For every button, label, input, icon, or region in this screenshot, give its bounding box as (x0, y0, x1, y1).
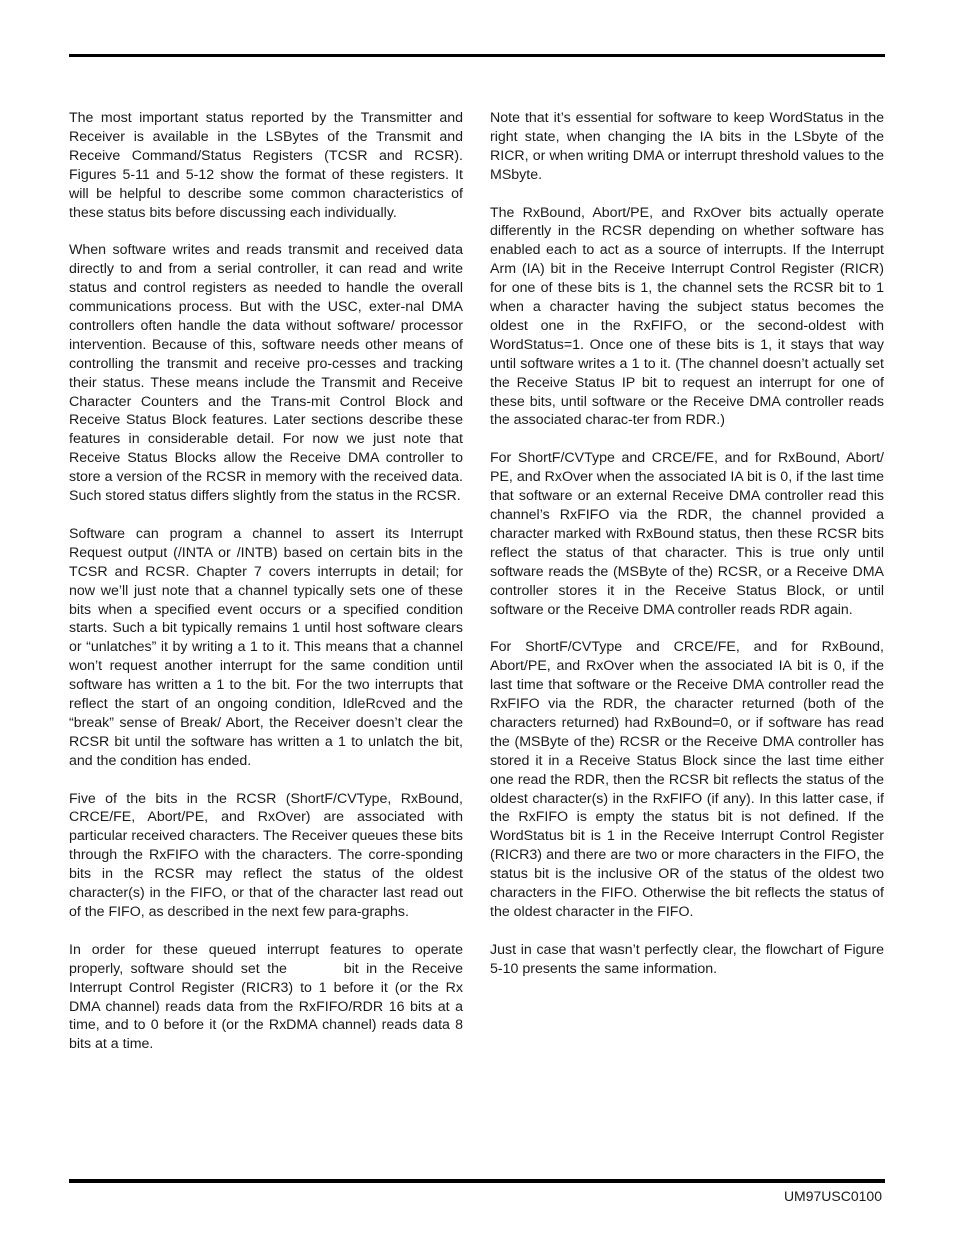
document-id: UM97USC0100 (783, 1188, 882, 1204)
paragraph-flowchart-reference: Just in case that wasn’t perfectly clear, the flowchart of Figure 5-10 presents the same information. (490, 941, 884, 977)
right-column (490, 109, 884, 998)
paragraph-interrupts: Software can program a channel to assert its Interrupt Request output (/INTA or /INTB) based on certain bits in the TCSR and RCSR. Chapter 7 covers interrupts in detail; for now we’ll just note that a channel typically sets one of these bits when a specified event occurs or a specified condition starts. Such a bit typically remains 1 until host software clears or “unlatches” it by writing a 1 to it. This means that a channel won’t request another interrupt for the same condition until software has written a 1 to the bit. For the two interrupts that reflect the start of an ongoing condition, IdleRcved and the “break” sense of Break/ Abort, the Receiver doesn’t clear the RCSR bit until the software has written a 1 to unlatch the bit, and the condition has ended. (69, 525, 463, 769)
paragraph-wordstatus-note: Note that it’s essential for software to keep WordStatus in the right state, when changing the IA bits in the LSbyte of the RICR, or when writing DMA or interrupt threshold values to the MSbyte. (490, 110, 884, 183)
paragraph-oldest-character: For ShortF/CVType and CRCE/FE, and for RxBound, Abort/PE, and RxOver when the associated IA bit is 0, if the last time that software or the Receive DMA controller read the RxFIFO via the RDR, the character returned (both of the characters returned) had RxBound=0, or if software has read the (MSByte of the) RCSR or the Receive DMA controller has stored it in a Receive Status Block since the last time either one read the RDR, then the RCSR bit reflects the status of the oldest character(s) in the RxFIFO (if any). In this latter case, if the RxFIFO is empty the status bit is not defined. If the WordStatus bit is 1 in the Receive Interrupt Control Register (RICR3) and there are two or more characters in the FIFO, the status bit is the inclusive OR of the status of the oldest two characters in the FIFO. Otherwise the bit reflects the status of the oldest character in the FIFO. (490, 639, 884, 921)
wordstatus-text-end: bit in the Receive Interrupt Control Register (RICR3) to 1 before it (or the Rx DMA channel) reads data from the RxFIFO/RDR 16 bits at a time, and to 0 before it (or the RxDMA channel) reads data 8 bits at a time. (69, 960, 463, 1053)
paragraph-dma-status: When software writes and reads transmit and received data directly to and from a serial controller, it can read and write status and control registers as needed to handle the overall communications process. But with the USC, exter-nal DMA controllers often handle the data without software/ processor intervention. Because of this, software needs other means of controlling the transmit and receive pro-cesses and tracking their status. These means include the Transmit and Receive Character Counters and the Trans-mit Control Block and Receive Status Block features. Later sections describe these features in considerable detail. For now we just note that Receive Status Blocks allow the Receive DMA controller to store a version of the RCSR in memory with the received data. Such stored status differs slightly from the status in the RCSR. (69, 242, 463, 505)
paragraph-rxbound-status: For ShortF/CVType and CRCE/FE, and for RxBound, Abort/ PE, and RxOver when the associated IA bit is 0, if the last time that software or an external Receive DMA controller read this channel’s RxFIFO via the RDR, the channel provided a character marked with RxBound status, then these RCSR bits reflect the status of that character. This is true only until software reads the (MSByte of the) RCSR, or a Receive DMA controller stores it in the Receive Status Block, or until software or the Receive DMA controller reads RDR again. (490, 450, 884, 618)
paragraph-wordstatus (69, 941, 463, 1054)
footer-rule (69, 1179, 885, 1183)
paragraph-status-overview: The most important status reported by the Transmitter and Receiver is available in the LSBytes of the Transmit and Receive Command/Status Registers (TCSR and RCSR). Figures 5-11 and 5-12 show the format of these registers. It will be helpful to describe some common characteristics of these status bits before discussing each individually. (69, 110, 463, 221)
header-rule (69, 54, 885, 57)
paragraph-interrupt-arm: The RxBound, Abort/PE, and RxOver bits actually operate differently in the RCSR depending on whether software has enabled each to act as a source of interrupts. If the Interrupt Arm (IA) bit in the Receive Interrupt Control Register (RICR) for one of these bits is 1, the channel sets the RCSR bit to 1 when a character having the subject status becomes the oldest one in the RxFIFO, or the second-oldest with WordStatus=1. Once one of these bits is 1, it stays that way until software writes a 1 to it. (The channel doesn’t actually set the Receive Status IP bit to request an interrupt for one of these bits, until software or the Receive DMA controller reads the associated charac-ter from RDR.) (490, 204, 884, 429)
paragraph-queued-bits: Five of the bits in the RCSR (ShortF/CVType, RxBound, CRCE/FE, Abort/PE, and RxOver) are associated with particular received characters. The Receiver queues these bits through the RxFIFO with the characters. The corre-sponding bits in the RCSR may reflect the status of the oldest character(s) in the FIFO, or that of the character last read out of the FIFO, as described in the next few para-graphs. (69, 790, 463, 921)
wordstatus-text-start: In order for these queued interrupt features to operate properly, software should set the (69, 941, 463, 977)
left-column (69, 109, 463, 1073)
